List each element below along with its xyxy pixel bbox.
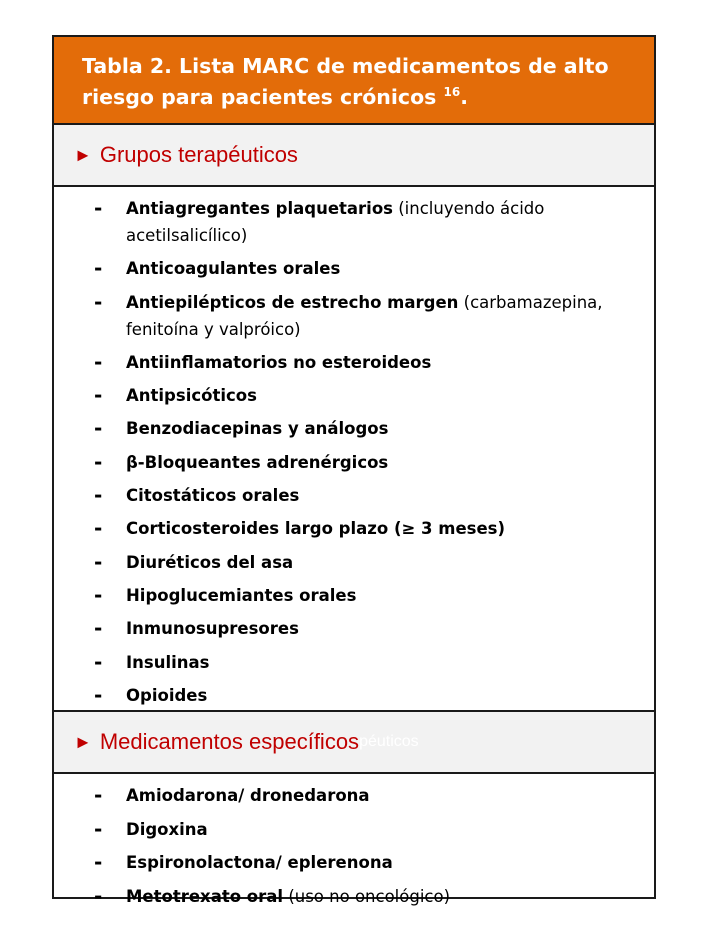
item-name: Digoxina: [126, 819, 208, 839]
dash-bullet-icon: -: [94, 383, 103, 408]
table-title-end: .: [460, 85, 468, 109]
arrow-icon: ►: [74, 731, 92, 752]
item-name: Benzodiacepinas y análogos: [126, 419, 389, 439]
list-item: [54, 582, 654, 609]
dash-bullet-icon: -: [94, 449, 103, 474]
list-item: [54, 615, 654, 642]
therapeutic-groups-list: [54, 187, 654, 710]
list-item: [54, 415, 654, 442]
item-name: Inmunosupresores: [126, 619, 299, 639]
list-item: [54, 649, 654, 676]
list-item: [54, 382, 654, 409]
item-note: (carbamazepina, fenitoína y valpróico): [126, 292, 603, 339]
section-header-specific-drugs: [54, 710, 654, 774]
section-title: Grupos terapéuticos: [99, 142, 298, 167]
item-name: Hipoglucemiantes orales: [126, 585, 357, 605]
item-name: Antipsicóticos: [126, 386, 257, 406]
dash-bullet-icon: -: [94, 289, 103, 314]
arrow-icon: ►: [74, 144, 92, 165]
list-item: [54, 682, 654, 709]
table-title-text: Tabla 2. Lista MARC de medicamentos de alto riesgo para pacientes crónicos: [82, 54, 609, 109]
list-item: [54, 816, 654, 843]
list-item: [54, 195, 654, 249]
dash-bullet-icon: -: [94, 816, 103, 841]
dash-bullet-icon: -: [94, 416, 103, 441]
dash-bullet-icon: -: [94, 616, 103, 641]
item-name: Amiodarona/ dronedarona: [126, 786, 370, 805]
list-item: [54, 849, 654, 876]
ghost-text: péuticos: [359, 733, 419, 750]
list-item: [54, 449, 654, 476]
dash-bullet-icon: -: [94, 883, 103, 908]
dash-bullet-icon: -: [94, 349, 103, 374]
item-name: Anticoagulantes orales: [126, 259, 341, 279]
item-name: Antiepilépticos de estrecho margen: [126, 292, 459, 312]
item-name: Corticosteroides largo plazo (≥ 3 meses): [126, 519, 506, 539]
dash-bullet-icon: -: [94, 256, 103, 281]
list-item: [54, 549, 654, 576]
table-title: [54, 37, 654, 125]
dash-bullet-icon: -: [94, 549, 103, 574]
dash-bullet-icon: -: [94, 783, 103, 807]
item-name: Insulinas: [126, 652, 210, 672]
section-title: Medicamentos específicos: [99, 729, 360, 754]
list-item: [54, 482, 654, 509]
dash-bullet-icon: -: [94, 649, 103, 674]
item-name: Antiinflamatorios no esteroideos: [126, 352, 432, 372]
item-name: Diuréticos del asa: [126, 552, 294, 572]
item-name: Espironolactona/ eplerenona: [126, 853, 393, 872]
dash-bullet-icon: -: [94, 682, 103, 707]
dash-bullet-icon: -: [94, 582, 103, 607]
dash-bullet-icon: -: [94, 516, 103, 541]
reference-superscript: 16: [443, 85, 461, 99]
section-header-therapeutic-groups: [54, 125, 654, 187]
item-name: Antiagregantes plaquetarios: [126, 199, 393, 218]
marc-table: [52, 35, 656, 908]
list-item: [54, 883, 654, 910]
item-name: Opioides: [126, 685, 208, 705]
item-note: (incluyendo ácido acetilsalicílico): [126, 199, 545, 245]
item-name: Citostáticos orales: [126, 486, 300, 506]
list-item: [54, 289, 654, 343]
specific-drugs-list: [54, 774, 654, 910]
item-name: Metotrexato oral: [126, 886, 284, 906]
dash-bullet-icon: -: [94, 196, 103, 220]
dash-bullet-icon: -: [94, 850, 103, 874]
dash-bullet-icon: -: [94, 483, 103, 508]
item-note: (uso no oncológico): [288, 886, 451, 906]
list-item: [54, 349, 654, 376]
list-item: [54, 515, 654, 542]
list-item: [54, 782, 654, 809]
list-item: [54, 255, 654, 282]
item-name: β-Bloqueantes adrenérgicos: [126, 452, 389, 472]
